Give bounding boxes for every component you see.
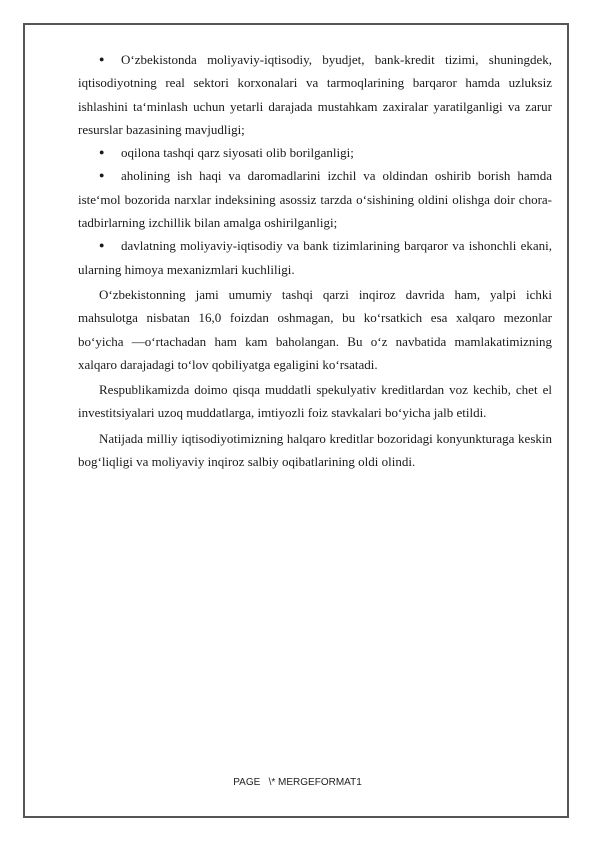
paragraph: O‘zbekistonning jami umumiy tashqi qarzi inqiroz davrida ham, yalpi ichki mahsulotga nisbatan 16,0 foizdan oshmagan, bu ko‘rsatkich esa xalqaro mezonlar bo‘yicha —o‘rtachadan ham kam baholangan. Bu o‘z navbatida mamlakatimizning xalqaro darajadagi to‘lov qobiliyatga egaligini ko‘rsatadi.: [78, 286, 552, 372]
bullet-text: aholining ish haqi va daromadlarini izchil va oldindan oshirib borish hamda iste‘mol bozorida narxlar indeksining asossiz tarzda o‘sishining oldini olishga doir chora-tadbirlarning izchillik bilan amalga oshirilganligi;: [78, 168, 552, 231]
bullet-text: O‘zbekistonda moliyaviy-iqtisodiy, byudjet, bank-kredit tizimi, shuningdek, iqtisodiyotning real sektori korxonalari va tarmoqlarining barqaror hamda uzluksiz ishlashini ta‘minlash uchun yetarli darajada mustahkam zaxiralar yaratilganligi va zarur resurslar bazasining mavjudligi;: [78, 52, 552, 137]
document-body: [78, 48, 552, 473]
bullet-icon: ●: [99, 54, 105, 64]
bullet-item: [78, 48, 552, 141]
paragraph: Respublikamizda doimo qisqa muddatli spekulyativ kreditlardan voz kechib, chet el investitsiyalari uzoq muddatlarga, imtiyozli foiz stavkalari bo‘yicha jalb etildi.: [78, 382, 552, 421]
bullet-icon: ●: [99, 170, 105, 181]
bullet-icon: ●: [99, 240, 105, 251]
bullet-text: davlatning moliyaviy-iqtisodiy va bank tizimlarining barqaror va ishonchli ekani, ularning himoya mexanizmlari kuchliligi.: [78, 238, 552, 277]
page-footer: PAGE \* MERGEFORMAT1: [233, 777, 362, 788]
paragraph: Natijada milliy iqtisodiyotimizning halqaro kreditlar bozoridagi konyunkturaga keskin bog‘liqligi va moliyaviy inqiroz salbiy oqibatlarining oldi olindi.: [78, 430, 552, 470]
bullet-item: [78, 234, 552, 281]
bullet-item: [78, 164, 552, 234]
bullet-icon: ●: [99, 147, 105, 158]
bullet-item: [78, 141, 552, 164]
bullet-text: oqilona tashqi qarz siyosati olib borilganligi;: [121, 145, 354, 161]
